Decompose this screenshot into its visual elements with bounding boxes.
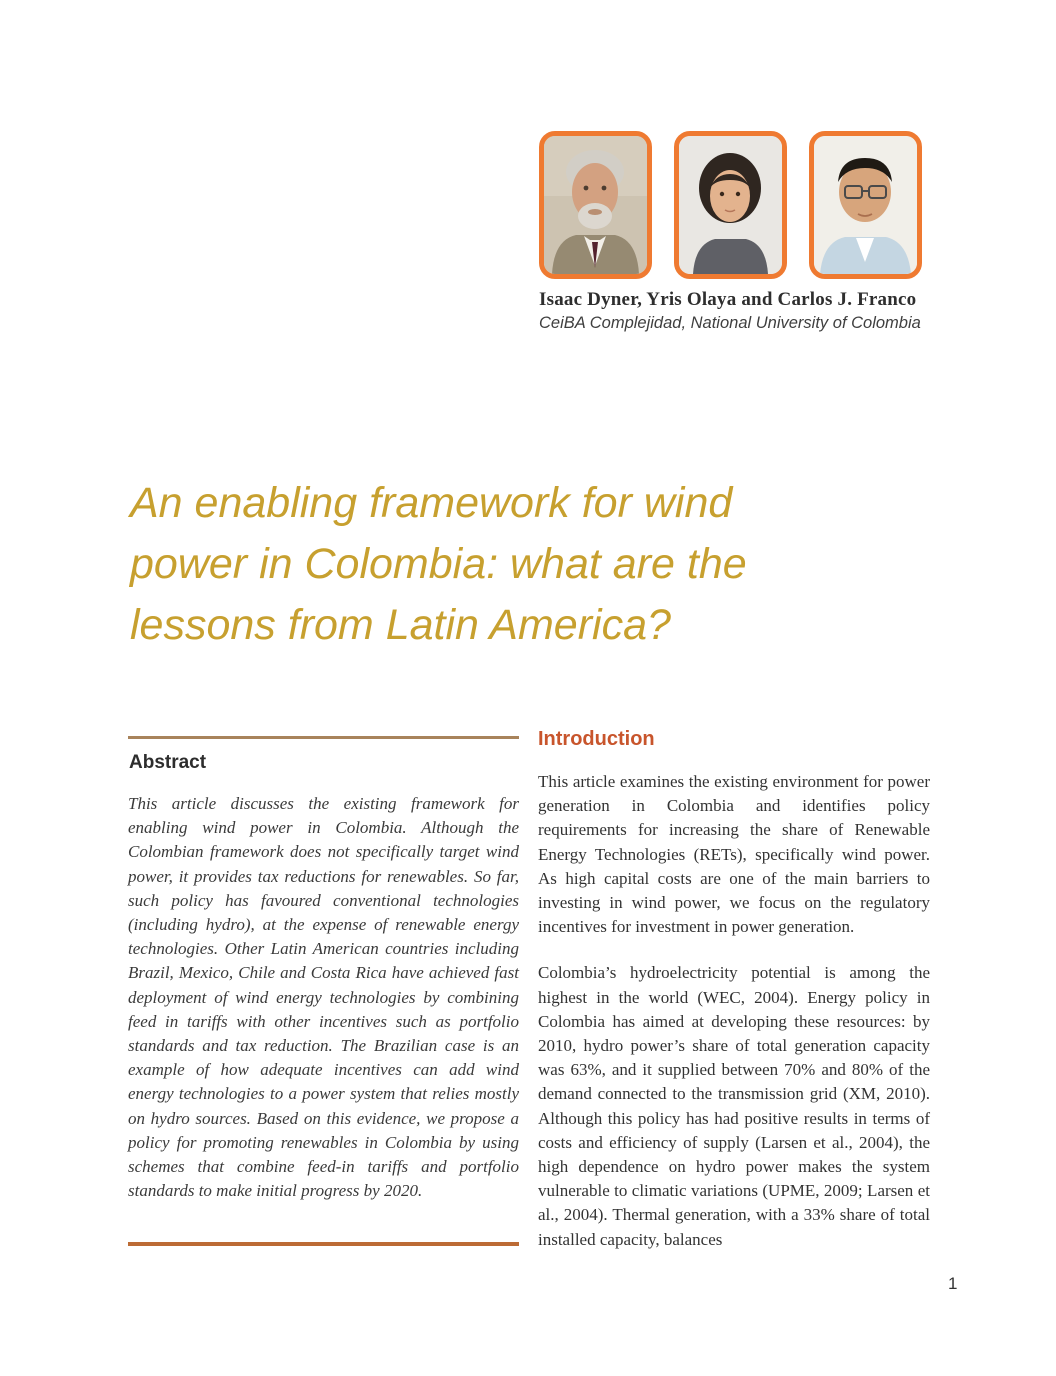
abstract-top-rule — [128, 736, 519, 739]
author-photo-yris-olaya — [674, 131, 787, 279]
article-title-line1: An enabling framework for wind — [130, 479, 733, 527]
page-number: 1 — [948, 1274, 958, 1293]
article-title-line2: power in Colombia: what are the — [130, 540, 747, 588]
introduction-heading: Introduction — [538, 728, 655, 750]
author-photos-row — [539, 131, 922, 279]
author-photo-carlos-franco — [809, 131, 922, 279]
author-affiliation: CeiBA Complejidad, National University of Colombia — [539, 314, 921, 332]
abstract-text: This article discusses the existing framework for enabling wind power in Colombia. Although the Colombian framework does not specifically target wind power, it provides tax reductions for renewables. So far, such policy has favoured conventional technologies (including hydro), at the expense of renewable energy technologies. Other Latin American countries including Brazil, Mexico, Chile and Costa Rica have achieved fast deployment of wind energy technologies by combining feed in tariffs with other incentives such as portfolio standards and tax reduction. The Brazilian case is an example of how adequate incentives can add wind energy technologies to a power system that relies mostly on hydro sources. Based on this evidence, we propose a policy for promoting renewables in Colombia by using schemes that combine feed-in tariffs and portfolio standards to make initial progress by 2020. — [128, 794, 519, 1201]
portrait-woman-image — [679, 136, 782, 274]
introduction-paragraph-2: Colombia’s hydroelectricity potential is among the highest in the world (WEC, 2004). Energy policy in Colombia has aimed at developing these resources: by 2010, hydro power’s share of total generation capacity was 63%, and it supplied between 70% and 80% of the demand connected to the transmission grid (XM, 2010). Although this policy has had positive results in terms of costs and efficiency of supply (Larsen et al., 2004), the high dependence on hydro power makes the system vulnerable to climatic variations (UPME, 2009; Larsen et al., 2004). Thermal generation, with a 33% share of total installed capacity, balances — [538, 963, 930, 1249]
author-names: Isaac Dyner, Yris Olaya and Carlos J. Franco — [539, 289, 917, 310]
portrait-elderly-man-image — [544, 136, 647, 274]
author-photo-isaac-dyner — [539, 131, 652, 279]
portrait-man-with-glasses-image — [814, 136, 917, 274]
abstract-bottom-rule — [128, 1242, 519, 1246]
article-title — [130, 473, 910, 656]
abstract-heading: Abstract — [129, 752, 207, 773]
introduction-body — [538, 770, 930, 1252]
article-title-line3: lessons from Latin America? — [130, 601, 671, 649]
introduction-paragraph-1: This article examines the existing environment for power generation in Colombia and identifies policy requirements for increasing the share of Renewable Energy Technologies (RETs), specifically wind power. As high capital costs are one of the main barriers to investing in wind power, we focus on the regulatory incentives for investment in power generation. — [538, 772, 930, 937]
